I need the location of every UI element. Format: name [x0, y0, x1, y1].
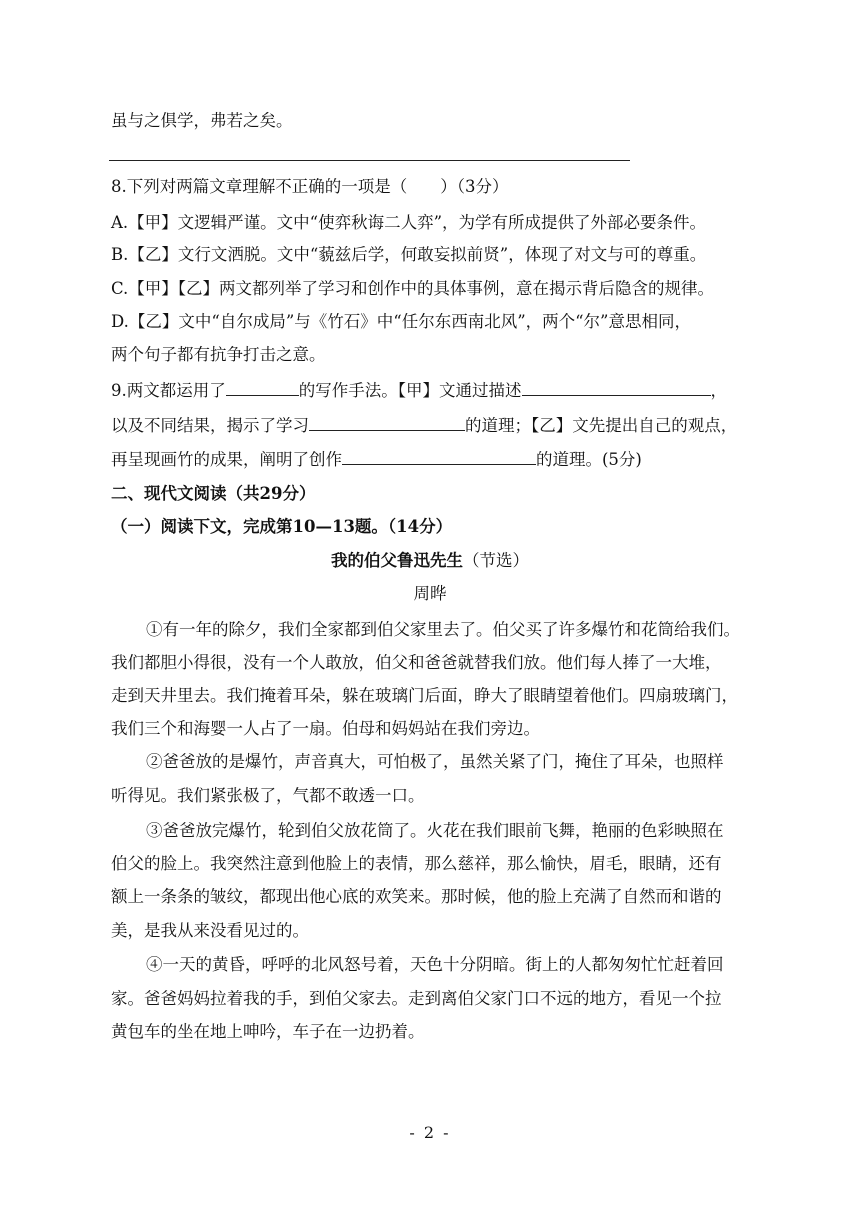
paragraph-4-line: 黄包车的坐在地上呻吟，车子在一边扔着。	[111, 1022, 425, 1041]
question-8-option-b: B.【乙】文行文洒脱。文中“藐兹后学，何敢妄拟前贤”，体现了对文与可的尊重。	[111, 245, 707, 264]
intro-line: 虽与之俱学，弗若之矣。	[111, 111, 293, 130]
article-title-line	[0, 549, 860, 573]
fill-blank-4[interactable]	[342, 447, 536, 465]
paragraph-4-line: ④一天的黄昏，呼呼的北风怒号着，天色十分阴暗。街上的人都匆匆忙忙赶着回	[146, 955, 724, 974]
question-8-option-a: A.【甲】文逻辑严谨。文中“使弈秋诲二人弈”，为学有所成提供了外部必要条件。	[111, 213, 707, 232]
question-9-text: 9.两文都运用了	[111, 381, 226, 400]
paragraph-2-line: 听得见。我们紧张极了，气都不敢透一口。	[111, 786, 425, 805]
question-9-text: 的道理；【乙】文先提出自己的观点，	[465, 416, 738, 435]
question-9-text: 再呈现画竹的成果，阐明了创作	[111, 450, 342, 469]
subsection-heading: （一）阅读下文，完成第10—13题。（14分）	[111, 517, 453, 536]
answer-line	[109, 160, 630, 161]
paragraph-3-line: 额上一条条的皱纹，都现出他心底的欢笑来。那时候，他的脸上充满了自然而和谐的	[111, 887, 722, 906]
page-number: - 2 -	[409, 1123, 451, 1142]
article-author: 周晔	[413, 584, 447, 603]
question-8-stem: 8.下列对两篇文章理解不正确的一项是（ ）（3分）	[111, 177, 509, 196]
question-9-text: ，	[710, 381, 727, 400]
question-8-option-d-cont: 两个句子都有抗争打击之意。	[111, 345, 326, 364]
question-8-option-d: D.【乙】文中“自尔成局”与《竹石》中“任尔东西南北风”，两个“尔”意思相同，	[111, 312, 691, 331]
article-title: 我的伯父鲁迅先生	[331, 551, 463, 570]
paragraph-3-line: 美，是我从来没看见过的。	[111, 921, 309, 940]
paragraph-1-line: 我们三个和海婴一人占了一扇。伯母和妈妈站在我们旁边。	[111, 719, 540, 738]
article-title-note: （节选）	[463, 551, 529, 570]
paragraph-3-line: 伯父的脸上。我突然注意到他脸上的表情，那么慈祥，那么愉快，眉毛，眼睛，还有	[111, 854, 722, 873]
paragraph-1-line: ①有一年的除夕，我们全家都到伯父家里去了。伯父买了许多爆竹和花筒给我们。	[146, 620, 740, 639]
fill-blank-3[interactable]	[309, 413, 465, 431]
question-9-line-1	[111, 378, 791, 403]
paragraph-3-line: ③爸爸放完爆竹，轮到伯父放花筒了。火花在我们眼前飞舞，艳丽的色彩映照在	[146, 821, 724, 840]
section-heading: 二、现代文阅读（共29分）	[111, 484, 316, 503]
question-9-line-3	[111, 447, 791, 472]
fill-blank-2[interactable]	[522, 378, 711, 396]
question-9-text: 的写作手法。【甲】文通过描述	[298, 381, 522, 400]
paragraph-1-line: 走到天井里去。我们掩着耳朵，躲在玻璃门后面，睁大了眼睛望着他们。四扇玻璃门，	[111, 686, 738, 705]
question-9-text: 以及不同结果，揭示了学习	[111, 416, 309, 435]
question-9-text: 的道理。(5分)	[536, 450, 642, 469]
paragraph-2-line: ②爸爸放的是爆竹，声音真大，可怕极了，虽然关紧了门，掩住了耳朵，也照样	[146, 752, 724, 771]
fill-blank-1[interactable]	[226, 378, 299, 396]
paragraph-1-line: 我们都胆小得很，没有一个人敢放，伯父和爸爸就替我们放。他们每人捧了一大堆，	[111, 653, 722, 672]
question-9-line-2	[111, 413, 791, 438]
question-8-option-c: C.【甲】【乙】两文都列举了学习和创作中的具体事例，意在揭示背后隐含的规律。	[111, 279, 715, 298]
paragraph-4-line: 家。爸爸妈妈拉着我的手，到伯父家去。走到离伯父家门口不远的地方，看见一个拉	[111, 989, 722, 1008]
